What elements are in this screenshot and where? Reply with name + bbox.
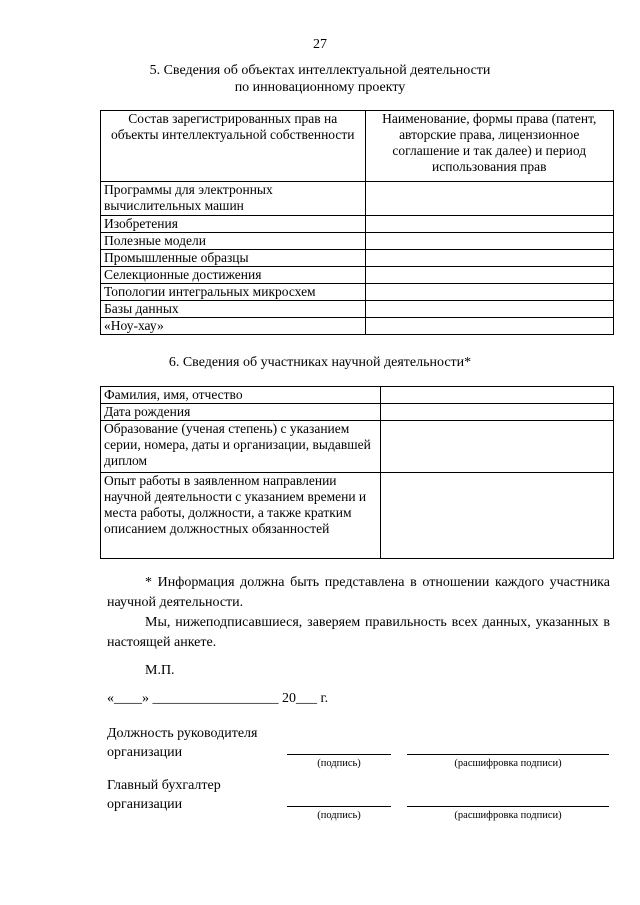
- ip-header-left: Состав зарегистрированных прав на объекты интеллектуальной собственности: [101, 111, 366, 182]
- table-row: [101, 473, 614, 559]
- signature-caption-2: (подпись): [317, 810, 361, 821]
- table-row: [101, 421, 614, 473]
- ip-row-value[interactable]: [365, 182, 613, 216]
- ip-row-label: Программы для электронных вычислительных машин: [101, 182, 366, 216]
- ip-row-label: Селекционные достижения: [101, 267, 366, 284]
- participant-row-label: Образование (ученая степень) с указанием серии, номера, даты и организации, выдавшей диплом: [101, 421, 381, 473]
- section5-title-line1: 5. Сведения об объектах интеллектуальной деятельности: [149, 63, 491, 78]
- certification-text: Мы, нижеподписавшиеся, заверяем правильность всех данных, указанных в настоящей анкете.: [107, 615, 610, 650]
- participant-row-value[interactable]: [380, 421, 613, 473]
- ip-header-right: Наименование, формы права (патент, авторские права, лицензионное соглашение и так далее) и период использования прав: [365, 111, 613, 182]
- table-row: [101, 267, 614, 284]
- signature-role-2: [107, 776, 221, 814]
- page-number: 27: [313, 37, 327, 52]
- ip-row-label: Изобретения: [101, 216, 366, 233]
- signature-line-2[interactable]: [287, 806, 391, 807]
- ip-objects-table: [100, 110, 614, 335]
- table-row: [101, 387, 614, 404]
- signature-role-2-line2: организации: [107, 797, 183, 812]
- table-row: [101, 301, 614, 318]
- ip-row-label: Топологии интегральных микросхем: [101, 284, 366, 301]
- name-caption-2: (расшифровка подписи): [454, 810, 562, 821]
- stamp-placeholder: М.П.: [145, 663, 175, 678]
- participant-row-label: Дата рождения: [101, 404, 381, 421]
- ip-row-value[interactable]: [365, 267, 613, 284]
- name-caption-1: (расшифровка подписи): [454, 758, 562, 769]
- participant-row-value[interactable]: [380, 387, 613, 404]
- table-row: [101, 216, 614, 233]
- signature-line-1[interactable]: [287, 754, 391, 755]
- ip-row-label: «Ноу-хау»: [101, 318, 366, 335]
- section5-title: [0, 62, 640, 96]
- ip-row-label: Полезные модели: [101, 233, 366, 250]
- section5-title-line2: по инновационному проекту: [234, 80, 406, 95]
- name-line-2[interactable]: [407, 806, 609, 807]
- date-line: «____» __________________ 20___ г.: [107, 691, 329, 706]
- table-row: [101, 404, 614, 421]
- table-row: [101, 233, 614, 250]
- ip-table-header-row: [101, 111, 614, 182]
- ip-row-value[interactable]: [365, 318, 613, 335]
- table-row: [101, 250, 614, 267]
- section6-title: 6. Сведения об участниках научной деятельности*: [168, 355, 472, 370]
- table-row: [101, 284, 614, 301]
- participant-row-value[interactable]: [380, 404, 613, 421]
- participants-table: [100, 386, 614, 559]
- participant-row-value[interactable]: [380, 473, 613, 559]
- signature-role-1-line1: Должность руководителя: [107, 726, 258, 741]
- table-row: [101, 318, 614, 335]
- ip-row-label: Промышленные образцы: [101, 250, 366, 267]
- footnote-text: * Информация должна быть представлена в отношении каждого участника научной деятельности.: [107, 575, 610, 610]
- ip-row-value[interactable]: [365, 301, 613, 318]
- ip-row-label: Базы данных: [101, 301, 366, 318]
- participant-row-label: Фамилия, имя, отчество: [101, 387, 381, 404]
- participant-row-label: Опыт работы в заявленном направлении научной деятельности с указанием времени и места работы, должности, а также кратким описанием должностных обязанностей: [101, 473, 381, 559]
- name-line-1[interactable]: [407, 754, 609, 755]
- ip-row-value[interactable]: [365, 216, 613, 233]
- signature-role-2-line1: Главный бухгалтер: [107, 778, 221, 793]
- signature-role-1-line2: организации: [107, 745, 183, 760]
- ip-row-value[interactable]: [365, 250, 613, 267]
- signature-caption-1: (подпись): [317, 758, 361, 769]
- ip-row-value[interactable]: [365, 233, 613, 250]
- table-row: [101, 182, 614, 216]
- signature-role-1: [107, 724, 257, 762]
- ip-row-value[interactable]: [365, 284, 613, 301]
